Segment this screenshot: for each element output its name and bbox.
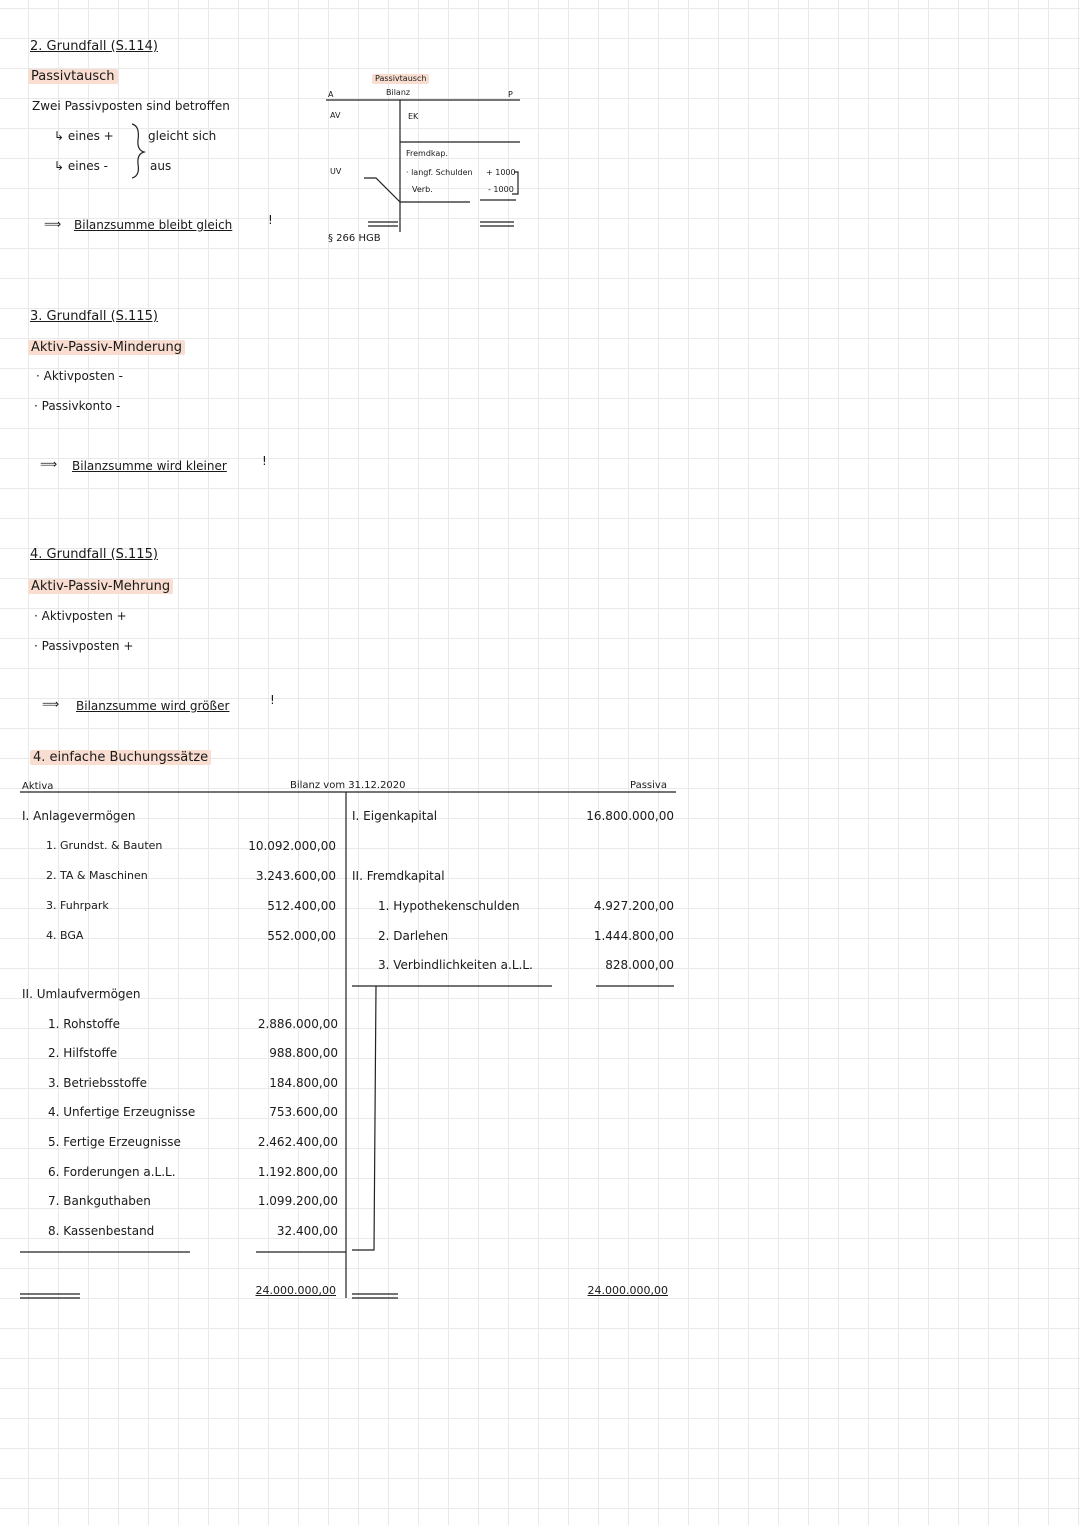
uv-row-value: 2.462.400,00 (257, 1135, 338, 1149)
g4-title: Aktiv-Passiv-Mehrung (28, 579, 173, 594)
g2-result: Bilanzsumme bleibt gleich (74, 218, 233, 232)
fk-row-value: 4.927.200,00 (593, 899, 674, 913)
bilanz-passiva-label: Passiva (630, 780, 667, 791)
uv-row-value: 184.800,00 (269, 1076, 338, 1090)
g4-heading: 4. Grundfall (S.115) (30, 547, 158, 562)
sketch-hgb: § 266 HGB (328, 233, 381, 244)
av-heading: I. Anlagevermögen (22, 809, 136, 823)
av-row-label: 1. Grundst. & Bauten (46, 839, 163, 852)
sketch-av: AV (330, 111, 341, 120)
uv-row-label: 8. Kassenbestand (48, 1224, 155, 1238)
uv-row-value: 753.600,00 (269, 1105, 338, 1119)
g2-brace-text-1: gleicht sich (148, 129, 217, 143)
g3-result-arrow-icon: ⟹ (40, 457, 58, 471)
uv-row-label: 3. Betriebsstoffe (48, 1076, 148, 1090)
uv-heading: II. Umlaufvermögen (22, 987, 141, 1001)
section-title: 4. einfache Buchungssätze (30, 750, 211, 765)
sketch-title: Passivtausch (372, 74, 429, 84)
sum-left: 24.000.000,00 (255, 1284, 336, 1297)
brace-icon (132, 124, 144, 178)
uv-row-value: 32.400,00 (276, 1224, 338, 1238)
sketch-bracket-icon (512, 172, 518, 194)
g2-brace-text-2: aus (150, 159, 172, 173)
g2-heading: 2. Grundfall (S.114) (30, 39, 158, 54)
uv-row-value: 988.800,00 (269, 1046, 338, 1060)
g3-item-1: · Aktivposten - (36, 369, 123, 383)
g4-result-arrow-icon: ⟹ (42, 697, 60, 711)
av-row-value: 512.400,00 (267, 899, 336, 913)
uv-row-value: 1.192.800,00 (257, 1165, 338, 1179)
fk-row-label: 2. Darlehen (378, 929, 449, 943)
fk-row-label: 1. Hypothekenschulden (378, 899, 520, 913)
g3-title: Aktiv-Passiv-Minderung (28, 340, 185, 355)
sum-right: 24.000.000,00 (587, 1284, 668, 1297)
fk-heading: II. Fremdkapital (352, 869, 445, 883)
av-row-label: 4. BGA (46, 929, 84, 942)
av-row-value: 10.092.000,00 (248, 839, 336, 853)
av-row-label: 2. TA & Maschinen (46, 869, 148, 882)
ek-value: 16.800.000,00 (586, 809, 674, 823)
bilanz-diagonal-fill (352, 986, 376, 1250)
uv-row-label: 1. Rohstoffe (48, 1017, 120, 1031)
g3-item-2: · Passivkonto - (34, 399, 121, 413)
uv-row-label: 7. Bankguthaben (48, 1194, 151, 1208)
g4-item-2: · Passivposten + (34, 639, 134, 653)
fk-row-value: 828.000,00 (605, 958, 674, 972)
sketch-lf-value: + 1000 (486, 168, 516, 177)
sketch-lf: · langf. Schulden (406, 168, 473, 177)
g2-mark: ! (268, 213, 273, 227)
g4-result: Bilanzsumme wird größer (76, 699, 230, 713)
g2-sub-plus: ↳ eines + (54, 129, 114, 143)
uv-row-value: 2.886.000,00 (257, 1017, 338, 1031)
av-row-value: 3.243.600,00 (255, 869, 336, 883)
fk-row-value: 1.444.800,00 (593, 929, 674, 943)
sketch-a: A (328, 90, 334, 99)
g3-mark: ! (262, 454, 267, 468)
uv-row-value: 1.099.200,00 (257, 1194, 338, 1208)
sketch-uv: UV (330, 167, 342, 176)
av-row-value: 552.000,00 (267, 929, 336, 943)
g3-heading: 3. Grundfall (S.115) (30, 309, 158, 324)
sketch-fk: Fremdkap. (406, 149, 448, 158)
g4-mark: ! (270, 693, 275, 707)
sketch-verb: Verb. (412, 185, 433, 194)
bilanz-title: Bilanz vom 31.12.2020 (290, 780, 406, 791)
uv-row-label: 4. Unfertige Erzeugnisse (48, 1105, 196, 1119)
fk-row-label: 3. Verbindlichkeiten a.L.L. (378, 958, 533, 972)
sketch-ek: EK (408, 112, 419, 121)
sketch-subtitle: Bilanz (386, 88, 411, 97)
g2-result-arrow-icon: ⟹ (44, 217, 62, 231)
uv-row-label: 6. Forderungen a.L.L. (48, 1165, 176, 1179)
uv-row-label: 5. Fertige Erzeugnisse (48, 1135, 181, 1149)
g4-item-1: · Aktivposten + (34, 609, 127, 623)
uv-row-label: 2. Hilfstoffe (48, 1046, 118, 1060)
g2-title: Passivtausch (28, 69, 118, 84)
av-row-label: 3. Fuhrpark (46, 899, 109, 912)
ek-label: I. Eigenkapital (352, 809, 438, 823)
bilanz-aktiva-label: Aktiva (22, 781, 54, 792)
g3-result: Bilanzsumme wird kleiner (72, 459, 227, 473)
g2-line: Zwei Passivposten sind betroffen (32, 99, 230, 113)
sketch-verb-value: - 1000 (488, 185, 514, 194)
sketch-uv-hook (364, 178, 400, 202)
sketch-p: P (508, 90, 513, 99)
g2-sub-minus: ↳ eines - (54, 159, 108, 173)
